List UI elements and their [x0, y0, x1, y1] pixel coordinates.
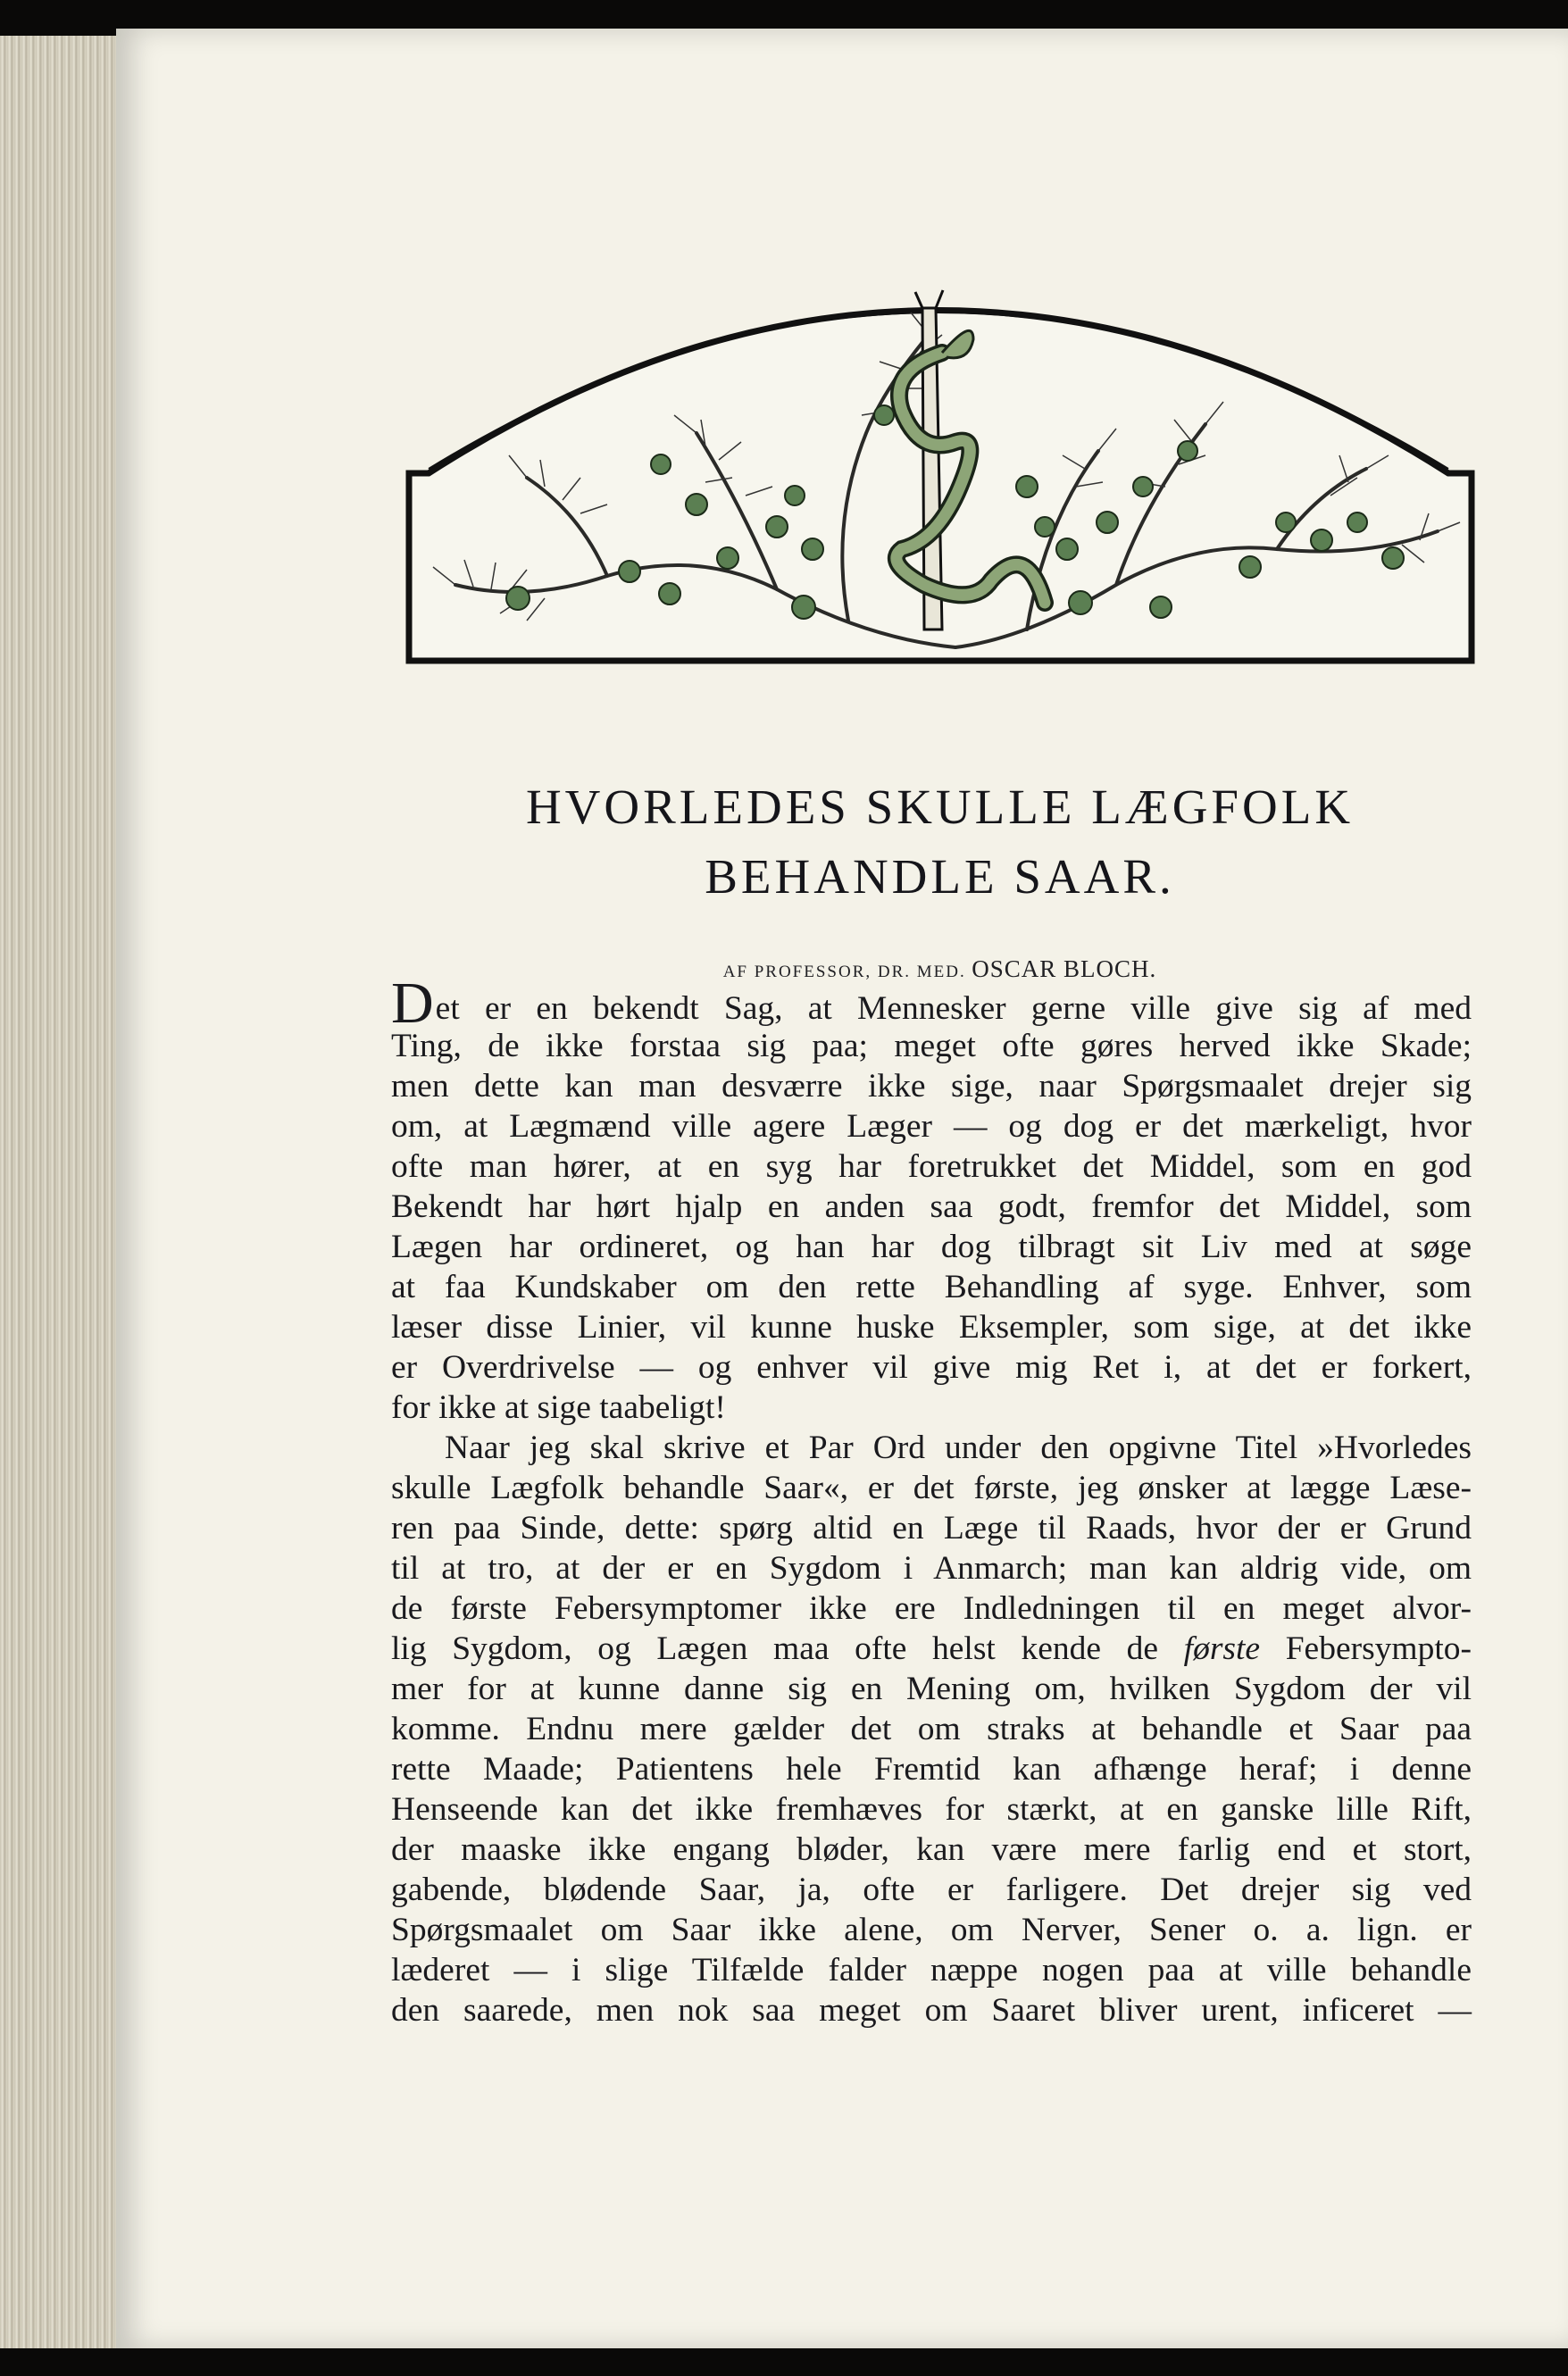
- italic-word: første: [1183, 1630, 1261, 1667]
- body-line: er Overdrivelse — og enhver vil give mig Ret i, at det er forkert,: [391, 1349, 1472, 1386]
- body-line: rette Maade; Patientens hele Fremtid kan afhænge heraf; i denne: [391, 1751, 1472, 1788]
- body-line: gabende, blødende Saar, ja, ofte er farligere. Det drejer sig ved: [391, 1872, 1472, 1908]
- body-line: den saarede, men nok saa meget om Saaret bliver urent, inficeret —: [391, 1992, 1472, 2029]
- article-title-line-1: HVORLEDES SKULLE LÆGFOLK: [525, 779, 1355, 834]
- body-line: de første Febersymptomer ikke ere Indledningen til en meget alvor-: [391, 1590, 1472, 1627]
- body-line: til at tro, at der er en Sygdom i Anmarch; man kan aldrig vide, om: [391, 1550, 1472, 1587]
- article-title-line-2: BEHANDLE SAAR.: [705, 849, 1175, 904]
- byline-prefix: AF PROFESSOR, DR. MED.: [722, 963, 966, 981]
- body-line: Naar jeg skal skrive et Par Ord under den opgivne Titel »Hvorledes: [445, 1430, 1472, 1466]
- body-line: om, at Lægmænd ville agere Læger — og dog er det mærkeligt, hvor: [391, 1108, 1472, 1145]
- body-line: læderet — i slige Tilfælde falder næppe nogen paa at ville behandle: [391, 1952, 1472, 1988]
- body-line: at faa Kundskaber om den rette Behandling af syge. Enhver, som: [391, 1269, 1472, 1305]
- body-line: ren paa Sinde, dette: spørg altid en Læge til Raads, hvor der er Grund: [391, 1510, 1472, 1546]
- body-line: komme. Endnu mere gælder det om straks at behandle et Saar paa: [391, 1711, 1472, 1747]
- body-line: ofte man hører, at en syg har foretrukket det Middel, som en god: [391, 1148, 1472, 1185]
- body-line: mer for at kunne danne sig en Mening om, hvilken Sygdom der vil: [391, 1671, 1472, 1707]
- book-page-edges: [0, 36, 134, 2348]
- body-line: Henseende kan det ikke fremhæves for stærkt, at en ganske lille Rift,: [391, 1791, 1472, 1828]
- body-line: Spørgsmaalet om Saar ikke alene, om Nerver, Sener o. a. lign. er: [391, 1912, 1472, 1948]
- drop-cap: D: [391, 971, 434, 1036]
- body-line: lig Sygdom, og Lægen maa ofte helst kende de første Febersympto-: [391, 1630, 1472, 1667]
- article-byline: [402, 955, 1478, 983]
- byline-author: OSCAR BLOCH.: [972, 955, 1157, 982]
- body-line: skulle Lægfolk behandle Saar«, er det første, jeg ønsker at lægge Læse-: [391, 1470, 1472, 1506]
- body-line: Lægen har ordineret, og han har dog tilbragt sit Liv med at søge: [391, 1229, 1472, 1265]
- body-line: Bekendt har hørt hjalp en anden saa godt, fremfor det Middel, som: [391, 1188, 1472, 1225]
- header-illustration: [402, 254, 1478, 665]
- body-line: Det er en bekendt Sag, at Mennesker gerne ville give sig af med: [391, 971, 1472, 1036]
- body-line: der maaske ikke engang bløder, kan være mere farlig end et stort,: [391, 1831, 1472, 1868]
- body-line: Ting, de ikke forstaa sig paa; meget ofte gøres herved ikke Skade;: [391, 1028, 1472, 1064]
- body-line: læser disse Linier, vil kunne huske Eksempler, som sige, at det ikke: [391, 1309, 1472, 1346]
- body-line: for ikke at sige taabeligt!: [391, 1389, 726, 1426]
- body-line: men dette kan man desværre ikke sige, naar Spørgsmaalet drejer sig: [391, 1068, 1472, 1105]
